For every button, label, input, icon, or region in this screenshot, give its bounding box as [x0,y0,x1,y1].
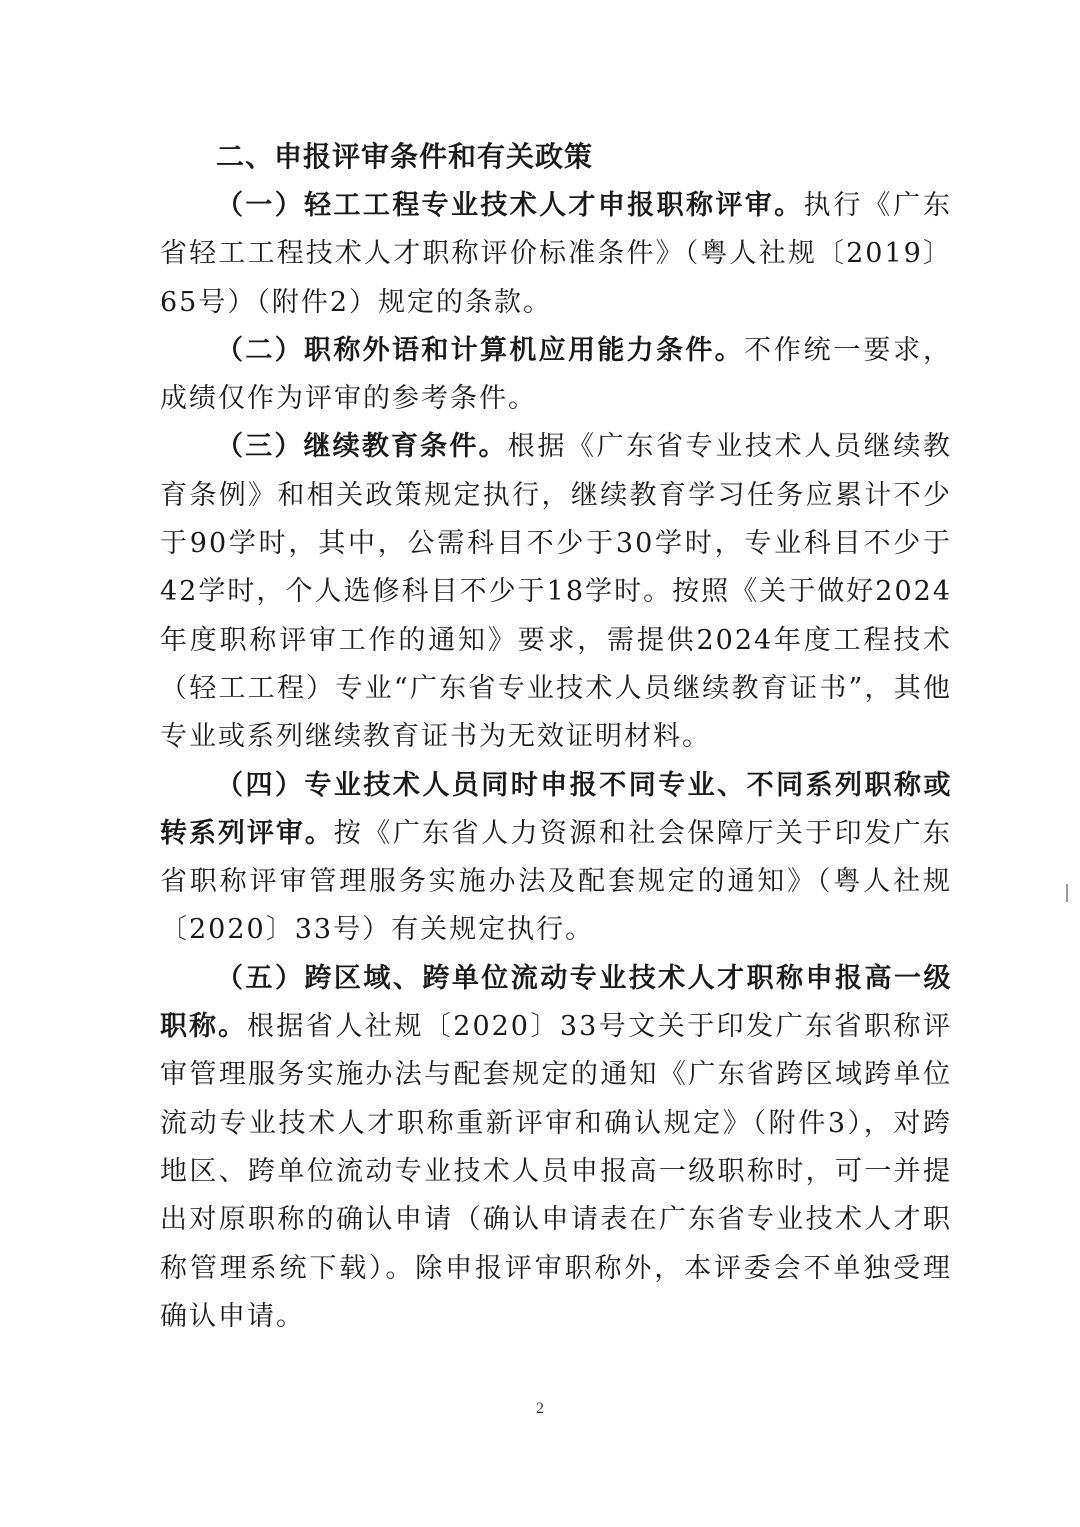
paragraph-3-lead: （三）继续教育条件。 [216,431,508,463]
paragraph-5-lead: （五）跨区域、跨单位流动专业技术人才职称申报高一级职称。 [160,962,952,1043]
paragraph-3 [160,423,952,761]
section-heading: 二、申报评审条件和有关政策 [216,140,594,173]
paragraph-1-lead: （一）轻工工程专业技术人才申报职称评审。 [216,190,804,221]
paragraph-3-text: 根据《广东省专业技术人员继续教育条例》和相关政策规定执行，继续教育学习任务应累计不少于90学时，其中，公需科目不少于30学时，专业科目不少于42学时，个人选修科目不少于18学时。按照《关于做好2024年度职称评审工作的通知》要求，需提供2024年度工程技术（轻工工程）专业“广东省专业技术人员继续教育证书”，其他专业或系列继续教育证书为无效证明材料。 [160,431,953,753]
paragraph-5-text: 根据省人社规〔2020〕33号文关于印发广东省职称评审管理服务实施办法与配套规定的通知《广东省跨区域跨单位流动专业技术人才职称重新评审和确认规定》（附件3），对跨地区、跨单位流动专业技术人员申报高一级职称时，可一并提出对原职称的确认申请（确认申请表在广东省专业技术人才职称管理系统下载）。除申报评审职称外，本评委会不单独受理确认申请。 [160,1011,953,1332]
paragraph-2 [160,327,952,424]
paragraph-1-text: 执行《广东省轻工工程技术人才职称评价标准条件》（粤人社规〔2019〕65号）（附件2）规定的条款。 [160,190,952,318]
paragraph-2-text: 不作统一要求，成绩仅作为评审的参考条件。 [160,334,952,415]
paragraph-5 [160,955,952,1341]
paragraph-4-lead: （四）专业技术人员同时申报不同专业、不同系列职称或转系列评审。 [160,769,952,849]
paragraph-4-text: 按《广东省人力资源和社会保障厅关于印发广东省职称评审管理服务实施办法及配套规定的通知》（粤人社规〔2020〕33号）有关规定执行。 [160,817,953,946]
paragraph-2-lead: （二）职称外语和计算机应用能力条件。 [216,334,744,366]
document-body [160,132,952,1341]
paragraph-1 [160,182,952,327]
scan-artifact-mark [1066,884,1068,902]
page-number: 2 [536,1400,544,1417]
paragraph-4 [160,762,952,955]
